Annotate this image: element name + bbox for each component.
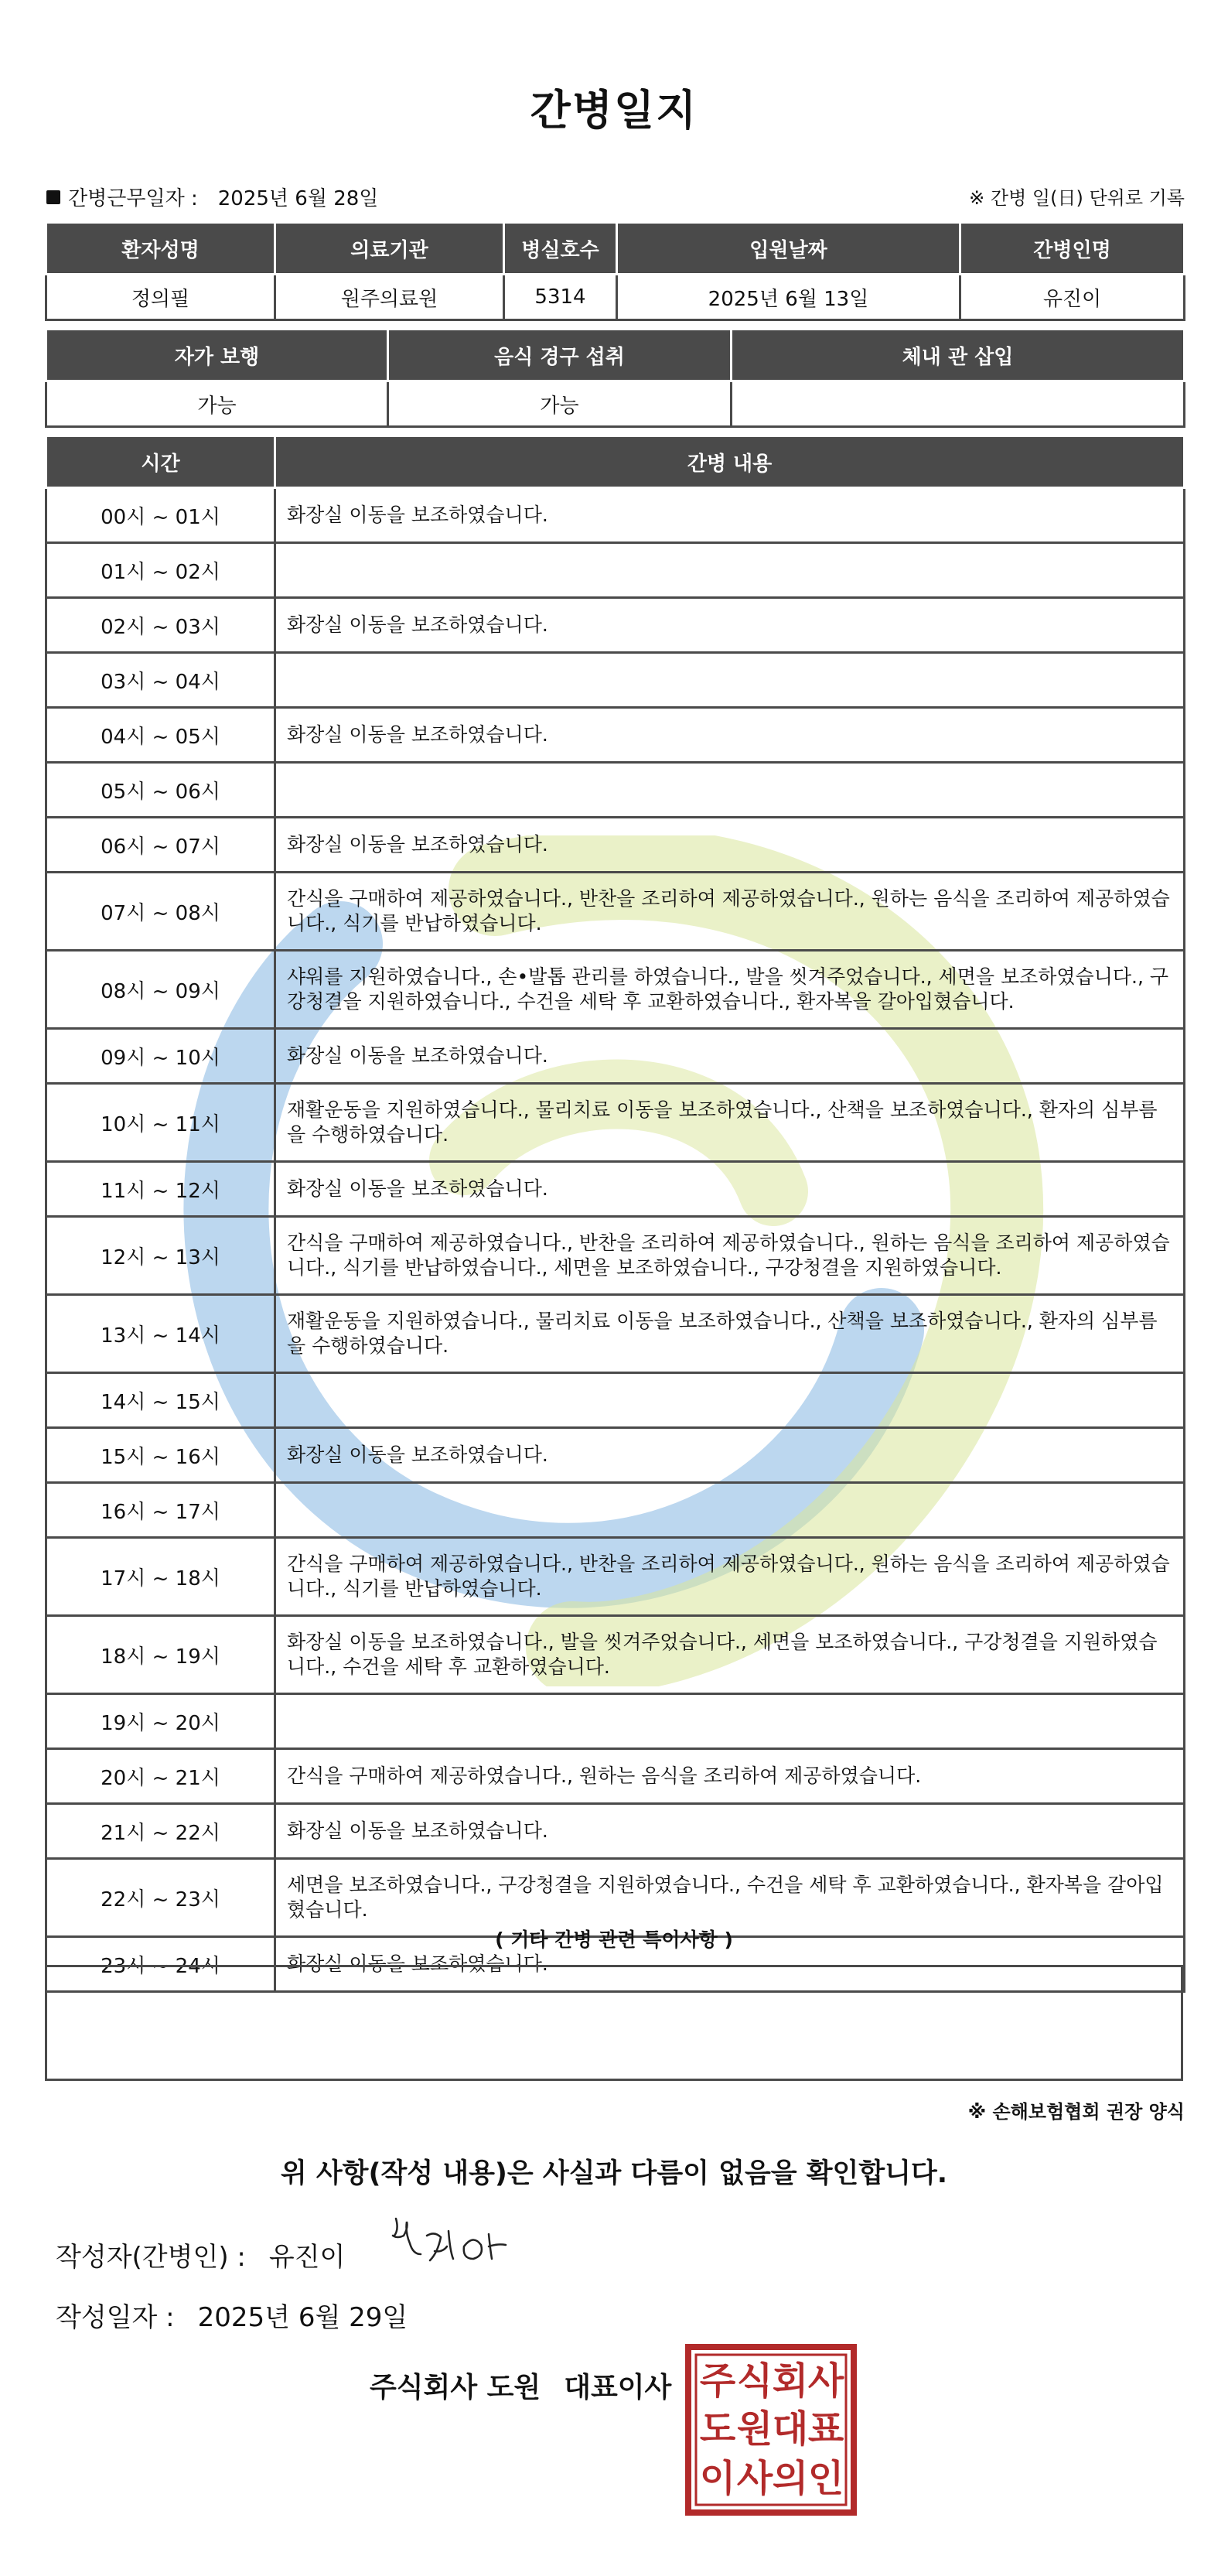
content-cell: 화장실 이동을 보조하였습니다.	[275, 1804, 1185, 1859]
table-row	[46, 1373, 1185, 1428]
header-patient-name: 환자성명	[46, 223, 275, 275]
company-seal-icon	[684, 2342, 858, 2517]
unit-note: ※ 간병 일(日) 단위로 기록	[969, 187, 1185, 209]
time-cell: 06시 ~ 07시	[46, 818, 275, 873]
time-cell: 20시 ~ 21시	[46, 1749, 275, 1804]
square-bullet-icon	[46, 190, 60, 204]
table-row	[46, 543, 1185, 598]
patient-info-table	[45, 221, 1185, 321]
room-cell: 5314	[504, 275, 617, 320]
work-date	[46, 183, 378, 211]
table-row	[46, 488, 1185, 543]
written-date-value: 2025년 6월 29일	[197, 2302, 408, 2333]
content-cell: 화장실 이동을 보조하였습니다.	[275, 708, 1185, 763]
time-cell: 04시 ~ 05시	[46, 708, 275, 763]
time-cell: 13시 ~ 14시	[46, 1295, 275, 1373]
svg-text:회: 회	[772, 2359, 809, 2403]
content-cell	[275, 1694, 1185, 1749]
table-row	[46, 1217, 1185, 1295]
table-row	[46, 1538, 1185, 1616]
header-time: 시간	[46, 436, 275, 488]
company-line	[370, 2366, 671, 2405]
svg-text:사: 사	[807, 2359, 844, 2403]
special-notes-title: ( 기타 간병 관련 특이사항 )	[495, 1929, 733, 1951]
time-cell: 10시 ~ 11시	[46, 1084, 275, 1162]
table-row	[46, 1084, 1185, 1162]
header-hospital: 의료기관	[275, 223, 504, 275]
time-cell: 00시 ~ 01시	[46, 488, 275, 543]
self-walk-cell: 가능	[46, 381, 388, 427]
time-cell: 11시 ~ 12시	[46, 1162, 275, 1217]
header-tube: 체내 관 삽입	[732, 330, 1185, 381]
content-cell: 간식을 구매하여 제공하였습니다., 반찬을 조리하여 제공하였습니다., 원하는 음식을 조리하여 제공하였습니다., 식기를 반납하였습니다.	[275, 1538, 1185, 1616]
table-row	[46, 1804, 1185, 1859]
header-room: 병실호수	[504, 223, 617, 275]
table-row	[46, 1694, 1185, 1749]
time-cell: 12시 ~ 13시	[46, 1217, 275, 1295]
patient-name-cell: 정의필	[46, 275, 275, 320]
company-name: 주식회사 도원	[370, 2372, 541, 2403]
content-cell	[275, 653, 1185, 708]
caregiver-cell: 유진이	[960, 275, 1185, 320]
table-row	[46, 1162, 1185, 1217]
time-cell: 08시 ~ 09시	[46, 951, 275, 1029]
content-cell: 샤워를 지원하였습니다., 손•발톱 관리를 하였습니다., 발을 씻겨주었습니다., 세면을 보조하였습니다., 구강청결을 지원하였습니다., 수건을 세탁 후 교환하였습니다., 환자복을 갈아입혔습니다.	[275, 951, 1185, 1029]
svg-text:도: 도	[699, 2407, 736, 2451]
table-row	[46, 1749, 1185, 1804]
work-date-label: 간병근무일자 :	[68, 187, 198, 210]
content-cell	[275, 543, 1185, 598]
writer-label: 작성자(간병인) :	[56, 2242, 246, 2273]
time-cell: 19시 ~ 20시	[46, 1694, 275, 1749]
content-cell: 재활운동을 지원하였습니다., 물리치료 이동을 보조하였습니다., 산책을 보조하였습니다., 환자의 심부름을 수행하였습니다.	[275, 1084, 1185, 1162]
time-cell: 21시 ~ 22시	[46, 1804, 275, 1859]
svg-text:인: 인	[807, 2457, 844, 2500]
table-row	[46, 1483, 1185, 1538]
content-cell: 간식을 구매하여 제공하였습니다., 원하는 음식을 조리하여 제공하였습니다.	[275, 1749, 1185, 1804]
table-row	[46, 818, 1185, 873]
svg-text:주: 주	[699, 2359, 736, 2403]
content-cell: 세면을 보조하였습니다., 구강청결을 지원하였습니다., 수건을 세탁 후 교환하였습니다., 환자복을 갈아입혔습니다.	[275, 1859, 1185, 1937]
svg-text:이: 이	[699, 2457, 736, 2500]
hospital-cell: 원주의료원	[275, 275, 504, 320]
time-cell: 02시 ~ 03시	[46, 598, 275, 653]
time-cell: 14시 ~ 15시	[46, 1373, 275, 1428]
header-self-walk: 자가 보행	[46, 330, 388, 381]
recommend-note: ※ 손해보험협회 권장 양식	[967, 2101, 1185, 2123]
table-row	[46, 708, 1185, 763]
table-row	[46, 951, 1185, 1029]
header-caregiver: 간병인명	[960, 223, 1185, 275]
work-date-value: 2025년 6월 28일	[217, 187, 379, 210]
svg-text:표: 표	[807, 2407, 844, 2451]
content-cell: 화장실 이동을 보조하였습니다.	[275, 1428, 1185, 1483]
content-cell: 화장실 이동을 보조하였습니다., 발을 씻겨주었습니다., 세면을 보조하였습니다., 구강청결을 지원하였습니다., 수건을 세탁 후 교환하였습니다.	[275, 1616, 1185, 1694]
time-cell: 01시 ~ 02시	[46, 543, 275, 598]
table-row	[46, 1029, 1185, 1084]
representative-title: 대표이사	[564, 2372, 672, 2403]
header-admit-date: 입원날짜	[617, 223, 960, 275]
writer-name: 유진이	[268, 2242, 346, 2273]
tube-cell	[732, 381, 1185, 427]
content-cell: 간식을 구매하여 제공하였습니다., 반찬을 조리하여 제공하였습니다., 원하는 음식을 조리하여 제공하였습니다., 식기를 반납하였습니다.	[275, 873, 1185, 951]
svg-text:원: 원	[736, 2407, 773, 2451]
content-cell: 화장실 이동을 보조하였습니다.	[275, 598, 1185, 653]
content-cell: 화장실 이동을 보조하였습니다.	[275, 818, 1185, 873]
admit-date-cell: 2025년 6월 13일	[617, 275, 960, 320]
signature-icon	[387, 2212, 518, 2282]
content-cell	[275, 1373, 1185, 1428]
content-cell: 재활운동을 지원하였습니다., 물리치료 이동을 보조하였습니다., 산책을 보조하였습니다., 환자의 심부름을 수행하였습니다.	[275, 1295, 1185, 1373]
written-date-line	[56, 2296, 408, 2334]
content-cell: 화장실 이동을 보조하였습니다.	[275, 1937, 1185, 1992]
content-cell: 간식을 구매하여 제공하였습니다., 반찬을 조리하여 제공하였습니다., 원하는 음식을 조리하여 제공하였습니다., 식기를 반납하였습니다., 세면을 보조하였습니다., 구강청결을 지원하였습니다.	[275, 1217, 1185, 1295]
content-cell	[275, 763, 1185, 818]
time-cell: 22시 ~ 23시	[46, 1859, 275, 1937]
care-log-table	[45, 435, 1185, 1993]
ability-table	[45, 328, 1185, 428]
content-cell: 화장실 이동을 보조하였습니다.	[275, 488, 1185, 543]
time-cell: 05시 ~ 06시	[46, 763, 275, 818]
time-cell: 03시 ~ 04시	[46, 653, 275, 708]
writer-line	[56, 2236, 345, 2274]
svg-text:의: 의	[772, 2457, 809, 2500]
confirm-statement: 위 사항(작성 내용)은 사실과 다름이 없음을 확인합니다.	[280, 2158, 948, 2189]
table-row	[46, 653, 1185, 708]
table-row	[46, 1428, 1185, 1483]
special-notes-box	[45, 1965, 1183, 2081]
time-cell: 16시 ~ 17시	[46, 1483, 275, 1538]
time-cell: 09시 ~ 10시	[46, 1029, 275, 1084]
table-row	[46, 873, 1185, 951]
header-oral-intake: 음식 경구 섭취	[388, 330, 732, 381]
svg-text:사: 사	[736, 2457, 773, 2500]
time-cell: 17시 ~ 18시	[46, 1538, 275, 1616]
svg-text:식: 식	[736, 2359, 773, 2403]
table-row	[46, 763, 1185, 818]
time-cell: 07시 ~ 08시	[46, 873, 275, 951]
content-cell: 화장실 이동을 보조하였습니다.	[275, 1029, 1185, 1084]
content-cell	[275, 1483, 1185, 1538]
written-date-label: 작성일자 :	[56, 2302, 175, 2333]
page-title: 간병일지	[530, 86, 698, 135]
table-row	[46, 1616, 1185, 1694]
svg-text:대: 대	[772, 2407, 809, 2451]
table-row	[46, 598, 1185, 653]
header-care-content: 간병 내용	[275, 436, 1185, 488]
time-cell: 18시 ~ 19시	[46, 1616, 275, 1694]
oral-intake-cell: 가능	[388, 381, 732, 427]
time-cell: 15시 ~ 16시	[46, 1428, 275, 1483]
time-cell: 23시 ~ 24시	[46, 1937, 275, 1992]
table-row	[46, 1295, 1185, 1373]
content-cell: 화장실 이동을 보조하였습니다.	[275, 1162, 1185, 1217]
